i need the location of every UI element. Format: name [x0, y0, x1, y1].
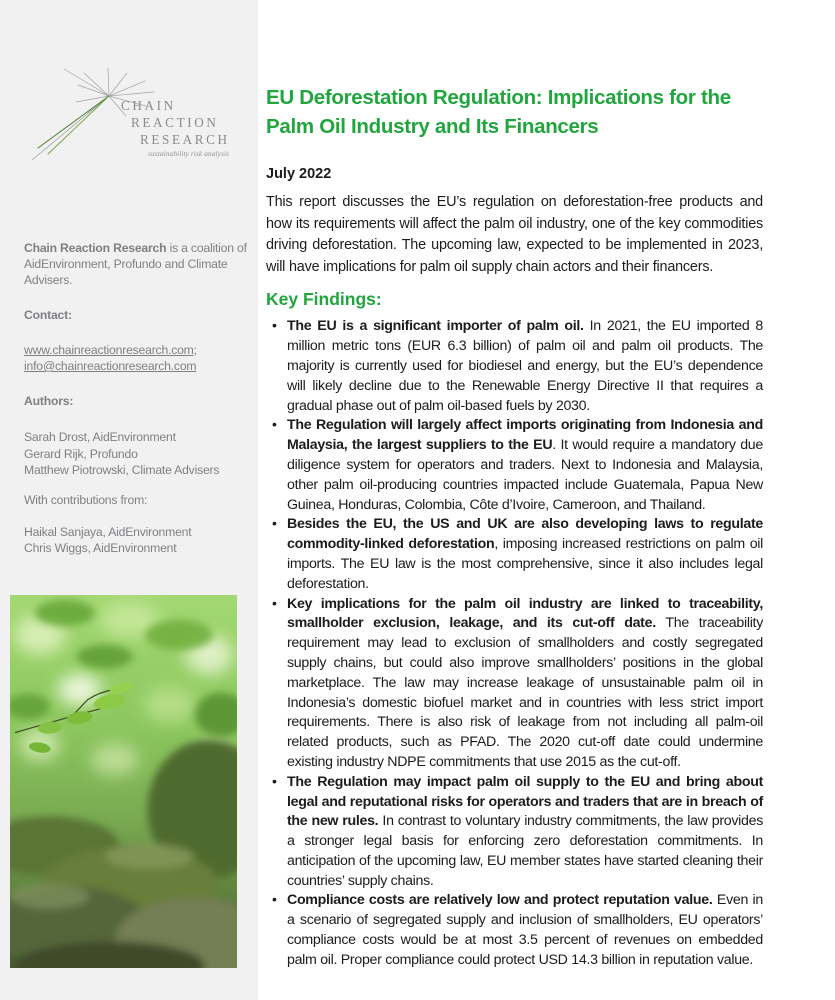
- report-date: July 2022: [266, 166, 332, 182]
- finding-lead: The EU is a significant importer of palm oil.: [287, 318, 584, 335]
- contributions-label: With contributions from:: [24, 493, 148, 508]
- finding-item: [287, 416, 763, 515]
- contact-label: Contact:: [24, 307, 72, 322]
- finding-item: [287, 515, 763, 594]
- contact-links: [24, 342, 254, 374]
- page-title: EU Deforestation Regulation: Implications for the Palm Oil Industry and Its Financers: [266, 86, 731, 138]
- finding-body: , imposing increased restrictions on palm oil imports. The EU law is the most comprehensive, since it also includes legal deforestation.: [287, 536, 763, 592]
- forest-photo: [10, 595, 237, 968]
- about-rest: is a coalition of AidEnvironment, Profundo and Climate Advisers.: [24, 241, 247, 288]
- contributors-list: [24, 524, 254, 556]
- finding-item: [287, 317, 763, 416]
- email-link[interactable]: info@chainreactionresearch.com: [24, 359, 197, 374]
- finding-item: [287, 773, 763, 892]
- about-coalition: [24, 240, 254, 289]
- main-content: [266, 84, 763, 971]
- logo-word-chain: CHAIN: [121, 98, 176, 113]
- contributor: Chris Wiggs, AidEnvironment: [24, 541, 177, 556]
- finding-body: In 2021, the EU imported 8 million metric tons (EUR 6.3 billion) of palm oil and palm oil products. The majority is currently used for biodiesel and energy, but the EU’s dependence will likely decline due to the Renewable Energy Directive II that requires a gradual phase out of palm oil-based fuels by 2030.: [287, 318, 763, 414]
- starburst-icon: [32, 68, 154, 160]
- finding-item: [287, 595, 763, 773]
- logo-word-reaction: REACTION: [131, 115, 219, 130]
- starburst-green-ray2: [48, 96, 109, 154]
- finding-lead: The Regulation may impact palm oil supply to the EU and bring about legal and reputational risks for operators and traders that are in breach of the new rules.: [287, 773, 763, 830]
- finding-body: In contrast to voluntary industry commitments, the law provides a stronger legal basis for enforcing zero deforestation commitments. In anticipation of the upcoming law, EU member states have started cleaning their countries’ supply chains.: [287, 813, 763, 889]
- authors-list: [24, 429, 254, 478]
- website-link[interactable]: www.chainreactionresearch.com;: [24, 342, 197, 357]
- finding-item: [287, 891, 763, 970]
- sidebar-text: [24, 240, 254, 571]
- contributor: Haikal Sanjaya, AidEnvironment: [24, 525, 192, 540]
- crr-logo: [24, 66, 242, 168]
- author: Sarah Drost, AidEnvironment: [24, 430, 176, 445]
- key-findings-heading: Key Findings:: [266, 289, 382, 310]
- finding-lead: Besides the EU, the US and UK are also developing laws to regulate commodity-linked deforestation: [287, 516, 763, 553]
- intro-paragraph: This report discusses the EU’s regulation on deforestation-free products and how its requirements will affect the palm oil industry, one of the key commodities driving deforestation. The upcoming law, expected to be implemented in 2023, will have implications for palm oil supply chain actors and their financers.: [266, 194, 763, 275]
- authors-label: Authors:: [24, 394, 74, 409]
- finding-lead: Key implications for the palm oil industry are linked to traceability, smallholder exclusion, leakage, and its cut-off date.: [287, 595, 763, 632]
- finding-lead: The Regulation will largely affect imports originating from Indonesia and Malaysia, the largest suppliers to the EU: [287, 417, 763, 454]
- about-lead: Chain Reaction Research: [24, 241, 167, 255]
- author: Matthew Piotrowski, Climate Advisers: [24, 462, 220, 477]
- logo-word-research: RESEARCH: [140, 132, 230, 147]
- finding-body: Even in a scenario of segregated supply and inclusion of smallholders, EU operators’ compliance costs would be at most 3.5 percent of revenues on embedded palm oil. Proper compliance could protect USD 14.3 billion in reputation value.: [287, 892, 763, 968]
- sidebar: [0, 0, 258, 1000]
- author: Gerard Rijk, Profundo: [24, 446, 138, 461]
- finding-lead: Compliance costs are relatively low and protect reputation value.: [287, 892, 713, 909]
- finding-body: . It would require a mandatory due diligence system for operators and traders. Next to Indonesia and Malaysia, other palm oil-producing countries impacted include Guatemala, Papua New Guinea, Honduras, Colombia, Côte d’Ivoire, Cameroon, and Thailand.: [287, 437, 763, 513]
- finding-body: The traceability requirement may lead to exclusion of smallholders and costly segregated supply chains, but could also improve smallholders’ positions in the global marketplace. The law may increase leakage of unsustainable palm oil in Indonesia’s domestic biofuel market and in countries with less strict import requirements. There is also risk of leakage from not including all palm-oil related products, such as PFAD. The 2020 cut-off date could undermine existing industry NDPE commitments that use 2015 as the cut-off.: [287, 615, 763, 770]
- key-findings-list: [266, 317, 763, 970]
- logo-tagline: sustainability risk analysis: [148, 149, 230, 158]
- starburst-green-ray: [38, 96, 109, 148]
